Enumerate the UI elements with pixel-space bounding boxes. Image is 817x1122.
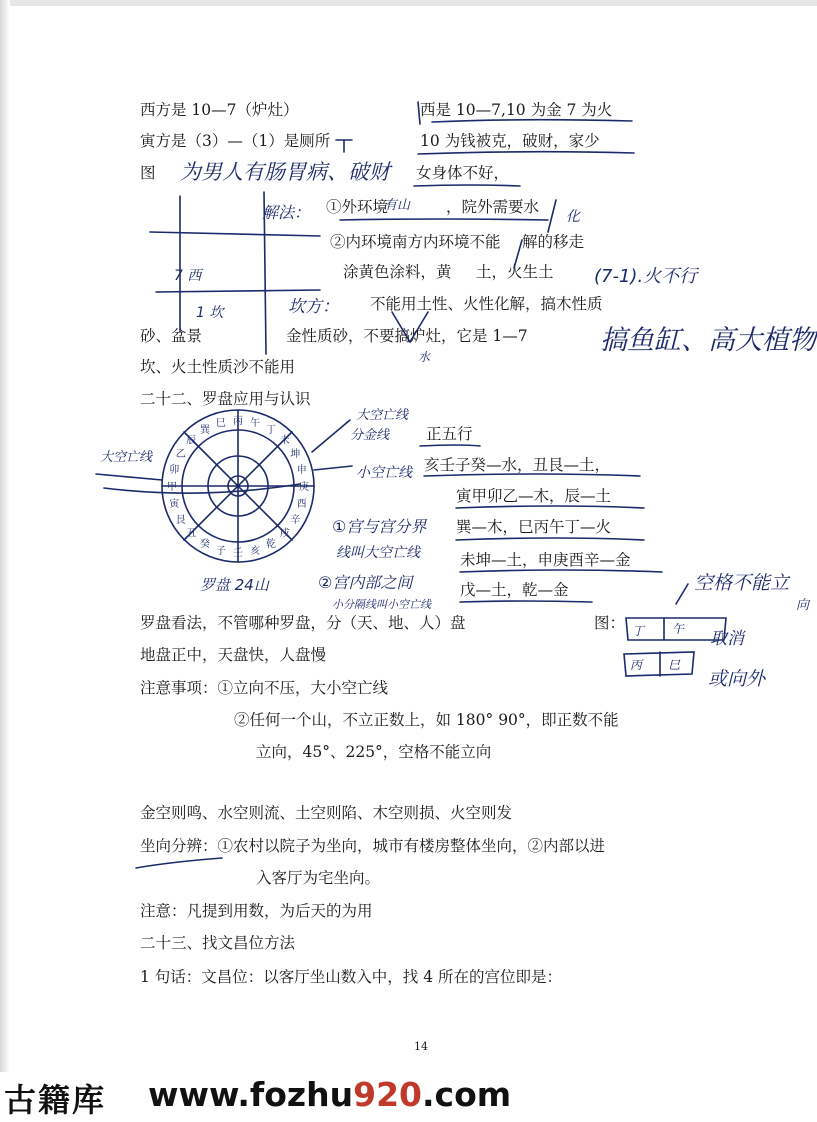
text-line: 坎、火土性质沙不能用 [140, 358, 296, 376]
handwritten-note: 线叫大空亡线 [336, 545, 420, 561]
underline-stroke [460, 570, 662, 572]
text-line: 罗盘看法，不管哪种罗盘，分（天、地、人）盘 [140, 614, 466, 632]
scan-edge-top [0, 0, 817, 6]
text-line: 地盘正中，天盘快，人盘慢 [140, 646, 327, 664]
underline-stroke [420, 445, 480, 446]
arrow-stroke [676, 584, 688, 604]
compass-mountain-label: 艮 [175, 515, 186, 526]
compass-mountain-label: 子 [215, 545, 226, 557]
compass-mountain-label: 亥 [250, 545, 261, 557]
compass-mountain-label: 巽 [200, 424, 210, 436]
compass-mountain-label: 丁 [266, 424, 276, 436]
text-line: 女身体不好， [416, 164, 510, 182]
text-line: 西方是 10—7（炉灶） [140, 101, 299, 119]
handwritten-note: 坎方： [288, 297, 339, 317]
compass-mountain-label: 庚 [299, 482, 309, 493]
text-line: 不能用土性、火性化解，搞木性质 [370, 295, 603, 313]
compass-mountain-label: 戌 [279, 528, 290, 540]
text-line: 立向，45°、225°，空格不能立向 [256, 743, 492, 761]
handwritten-note: 搞鱼缸、高大植物 [600, 325, 816, 356]
underline-stroke [456, 506, 644, 508]
section-heading: 二十二、罗盘应用与认识 [140, 390, 311, 408]
text-line: 解的移走 [522, 233, 585, 251]
handwritten-note: 巳 [668, 658, 681, 672]
handwritten-note: 丁 [632, 624, 645, 638]
compass-mountain-label: 酉 [296, 499, 307, 511]
handwritten-note: 有山 [384, 198, 411, 213]
handwritten-note: (7-1).火不行 [594, 266, 698, 287]
text-line: 西是 10—7,10 为金 7 为火 [420, 101, 613, 119]
compass-mountain-label: 辰 [186, 435, 197, 447]
text-line: 金空则鸣、水空则流、土空则陷、木空则损、火空则发 [140, 804, 513, 822]
handwritten-note: 空格不能立 [694, 572, 790, 594]
compass-outer-ring [162, 410, 314, 562]
compass-mountain-label: 丑 [186, 528, 197, 540]
handwritten-note: 大空亡线 [356, 408, 409, 423]
compass-inner-ring [208, 456, 268, 516]
text-line: ②任何一个山，不立正数上，如 180° 90°，即正数不能 [234, 711, 619, 729]
compass-mountain-label: 未 [279, 435, 290, 447]
compass-middle-ring [182, 430, 294, 542]
compass-mountain-label: 坤 [290, 449, 301, 460]
text-line: 注意事项：①立向不压，大小空亡线 [140, 679, 389, 697]
compass-center [228, 476, 248, 496]
text-line: 未坤—土，申庚酉辛—金 [460, 551, 631, 569]
text-line: 寅甲卯乙—木，辰—土 [456, 487, 612, 505]
page-number: 14 [414, 1040, 428, 1053]
handwritten-note: 7 西 [174, 268, 202, 284]
handwritten-note: 午 [672, 622, 685, 636]
underline-stroke [418, 152, 634, 154]
arrow-stroke [314, 466, 352, 470]
tick-stroke [336, 140, 352, 152]
section-heading: 二十三、找文昌位方法 [140, 934, 296, 952]
text-line: 巽—木，巳丙午丁—火 [456, 518, 612, 536]
text-line: 图 [140, 164, 156, 182]
handwritten-note: 丙 [630, 658, 643, 672]
compass-mountain-label: 卯 [169, 464, 180, 476]
watermark-url-number: 920 [353, 1075, 422, 1114]
handwritten-note: ①宫与宫分界 [332, 517, 427, 536]
text-line: 入客厅为宅坐向。 [256, 869, 381, 887]
text-line: 1 句话：文昌位：以客厅坐山数入中，找 4 所在的宫位即是： [140, 968, 563, 986]
compass-mountain-label: 乙 [175, 449, 186, 460]
text-line: 戊—土，乾—金 [460, 581, 569, 599]
watermark-url-part: www.fozhu [148, 1075, 354, 1114]
underline-stroke [432, 120, 632, 122]
text-line: 亥壬子癸—水，丑艮—土， [424, 456, 611, 474]
compass-mountain-label: 申 [296, 464, 307, 476]
arrow-stroke [104, 484, 300, 493]
underline-stroke [340, 219, 548, 220]
compass-mountain-label: 辛 [290, 515, 301, 526]
handwritten-note: 取消 [710, 629, 744, 649]
text-line: 涂黄色涂料，黄 [343, 263, 452, 281]
text-line: 注意：凡提到用数，为后天的为用 [140, 902, 373, 920]
handwritten-note: 为男人有肠胃病、破财 [180, 160, 390, 184]
compass-spokes [162, 410, 314, 562]
grid-line [150, 232, 320, 236]
handwritten-note: 分金线 [350, 428, 390, 443]
underline-stroke [414, 185, 520, 186]
arrow-stroke [312, 420, 350, 452]
text-line: ①外环境 [326, 198, 389, 216]
compass-mountain-label: 甲 [167, 482, 177, 493]
arrow-stroke [548, 200, 556, 232]
handwritten-note: 1 坎 [196, 305, 224, 321]
compass-mountain-label: 午 [250, 418, 261, 430]
compass-mountain-label: 癸 [200, 539, 210, 551]
handwritten-note: 罗盘 24山 [200, 576, 269, 594]
compass-mountain-label: 丙 [233, 416, 243, 427]
handwritten-note: 向 [796, 598, 810, 613]
handwritten-note: 大空亡线 [100, 450, 153, 465]
text-line: ，院外需要水 [446, 198, 540, 216]
handwritten-note: 小分隔线叫小空亡线 [332, 598, 431, 611]
arrow-stroke [96, 474, 162, 480]
text-line: 金性质砂，不要搞炉灶，它是 1—7 [286, 327, 528, 345]
text-line: 坐向分辨：①农村以院子为坐向，城市有楼房整体坐向，②内部以进 [140, 837, 606, 855]
underline-stroke [460, 601, 592, 602]
handwritten-note: 水 [418, 350, 431, 364]
compass-mountain-label: 寅 [169, 499, 180, 511]
text-line: 砂、盆景 [140, 327, 203, 345]
handwritten-note: 解法： [262, 203, 311, 222]
watermark-url [148, 1075, 511, 1114]
compass-mountain-label: 巳 [215, 418, 226, 430]
underline-stroke [136, 858, 222, 868]
text-line: 10 为钱被克，破财，家少 [420, 132, 600, 150]
text-line: 土，火生土 [476, 263, 554, 281]
handwritten-note: 化 [566, 209, 580, 225]
handwritten-note: 或向外 [708, 668, 766, 690]
watermark-url-part: .com [422, 1075, 512, 1114]
compass-mountain-label: 壬 [233, 548, 243, 559]
text-line: 正五行 [426, 425, 473, 443]
watermark-site-name: 古籍库 [4, 1081, 107, 1119]
scan-edge-left [0, 0, 10, 1122]
handwritten-note: 小空亡线 [356, 465, 412, 481]
compass-mountain-label: 乾 [266, 539, 276, 551]
handwritten-note: ②宫内部之间 [318, 573, 413, 592]
text-line: 图： [594, 614, 626, 632]
underline-stroke [456, 538, 644, 540]
text-line: ②内环境南方内环境不能 [330, 233, 501, 251]
text-line: 寅方是（3）—（1）是厕所 [140, 132, 331, 150]
